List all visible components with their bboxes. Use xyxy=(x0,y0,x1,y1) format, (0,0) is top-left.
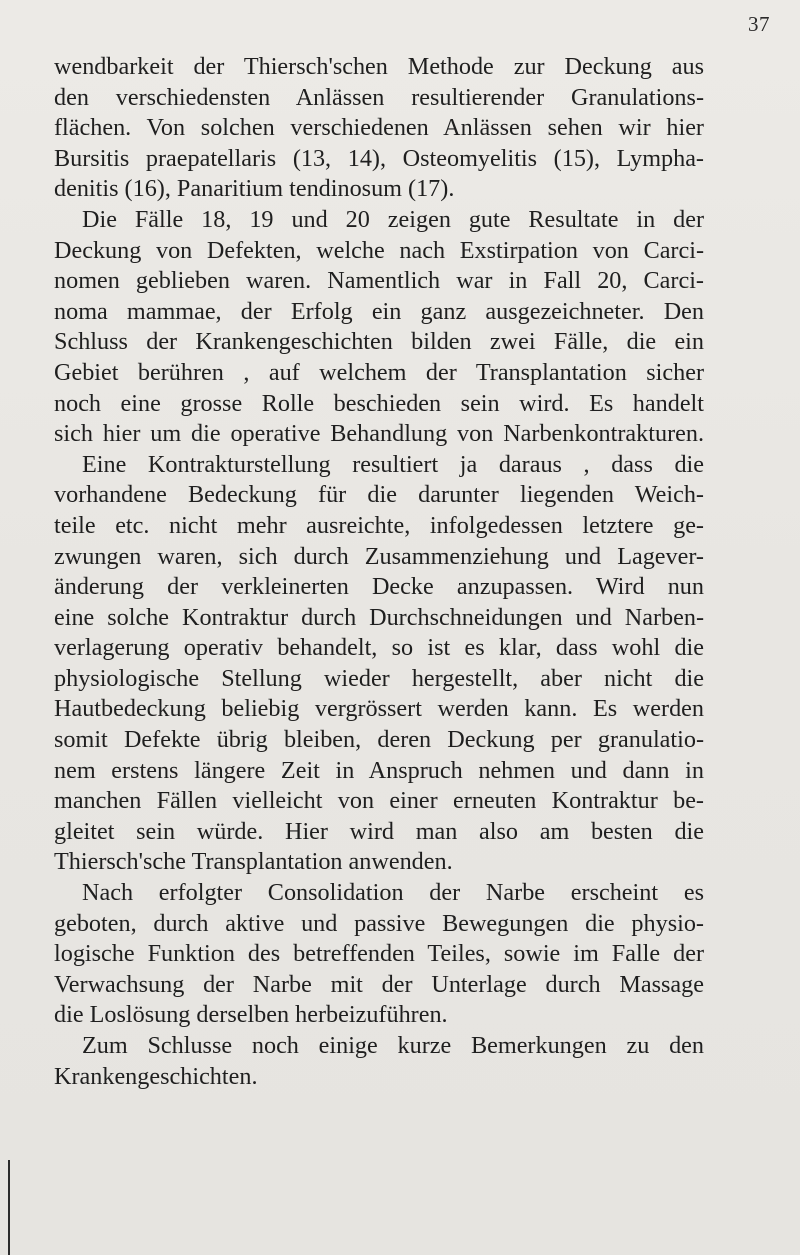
text-line: eine solche Kontraktur durch Durchschneidungen und Narben- xyxy=(54,603,704,631)
text-line: Zum Schlusse noch einige kurze Bemerkungen zu den xyxy=(82,1032,704,1059)
text-line: Verwachsung der Narbe mit der Unterlage durch Massage xyxy=(54,970,704,998)
text-line: geboten, durch aktive und passive Bewegungen die physio- xyxy=(54,909,704,937)
text-line: somit Defekte übrig bleiben, deren Deckung per granulatio- xyxy=(54,726,704,754)
text-line: die Loslösung derselben herbeizuführen. xyxy=(54,1001,448,1029)
paragraph-2 xyxy=(54,205,704,450)
text-line: zwungen waren, sich durch Zusammenziehung und Lagever- xyxy=(54,542,704,570)
text-line: Gebiet berühren , auf welchem der Transplantation sicher xyxy=(54,358,704,386)
text-line: nomen geblieben waren. Namentlich war in Fall 20, Carci- xyxy=(54,267,704,295)
text-line: flächen. Von solchen verschiedenen Anlässen sehen wir hier xyxy=(54,114,704,142)
paragraph-3 xyxy=(54,450,704,878)
text-line: Die Fälle 18, 19 und 20 zeigen gute Resultate in der xyxy=(82,205,704,233)
text-line: logische Funktion des betreffenden Teiles, sowie im Falle der xyxy=(54,940,704,968)
text-line: sich hier um die operative Behandlung von Narbenkontrakturen. xyxy=(54,420,704,448)
paragraph-1 xyxy=(54,52,704,205)
text-line: noma mammae, der Erfolg ein ganz ausgezeichneter. Den xyxy=(54,297,704,325)
text-line: Deckung von Defekten, welche nach Exstirpation von Carci- xyxy=(54,236,704,264)
text-line: noch eine grosse Rolle beschieden sein wird. Es handelt xyxy=(54,389,704,417)
text-line: Schluss der Krankengeschichten bilden zwei Fälle, die ein xyxy=(54,328,704,356)
scan-edge-mark xyxy=(8,1160,10,1255)
text-line: denitis (16), Panaritium tendinosum (17). xyxy=(54,175,455,203)
text-line: Bursitis praepatellaris (13, 14), Osteomyelitis (15), Lympha- xyxy=(54,144,704,172)
text-line: wendbarkeit der Thiersch'schen Methode zur Deckung aus xyxy=(54,53,704,80)
text-line: nem erstens längere Zeit in Anspruch nehmen und dann in xyxy=(54,756,704,784)
text-line: Eine Kontrakturstellung resultiert ja daraus , dass die xyxy=(82,450,704,478)
text-line: teile etc. nicht mehr ausreichte, infolgedessen letztere ge- xyxy=(54,511,704,539)
paragraph-4 xyxy=(54,878,704,1031)
text-line: manchen Fällen vielleicht von einer erneuten Kontraktur be- xyxy=(54,787,704,815)
body-text xyxy=(54,52,704,1092)
paragraph-5 xyxy=(54,1031,704,1092)
text-line: physiologische Stellung wieder hergestellt, aber nicht die xyxy=(54,664,704,692)
text-line: Nach erfolgter Consolidation der Narbe erscheint es xyxy=(82,879,704,907)
text-line: Hautbedeckung beliebig vergrössert werden kann. Es werden xyxy=(54,695,704,723)
text-line: Thiersch'sche Transplantation anwenden. xyxy=(54,848,453,876)
text-line: den verschiedensten Anlässen resultierender Granulations- xyxy=(54,83,704,111)
text-line: Krankengeschichten. xyxy=(54,1062,258,1090)
text-line: gleitet sein würde. Hier wird man also am besten die xyxy=(54,817,704,845)
text-line: vorhandene Bedeckung für die darunter liegenden Weich- xyxy=(54,481,704,509)
page-number: 37 xyxy=(748,12,770,36)
text-line: verlagerung operativ behandelt, so ist es klar, dass wohl die xyxy=(54,634,704,662)
text-line: änderung der verkleinerten Decke anzupassen. Wird nun xyxy=(54,573,704,601)
